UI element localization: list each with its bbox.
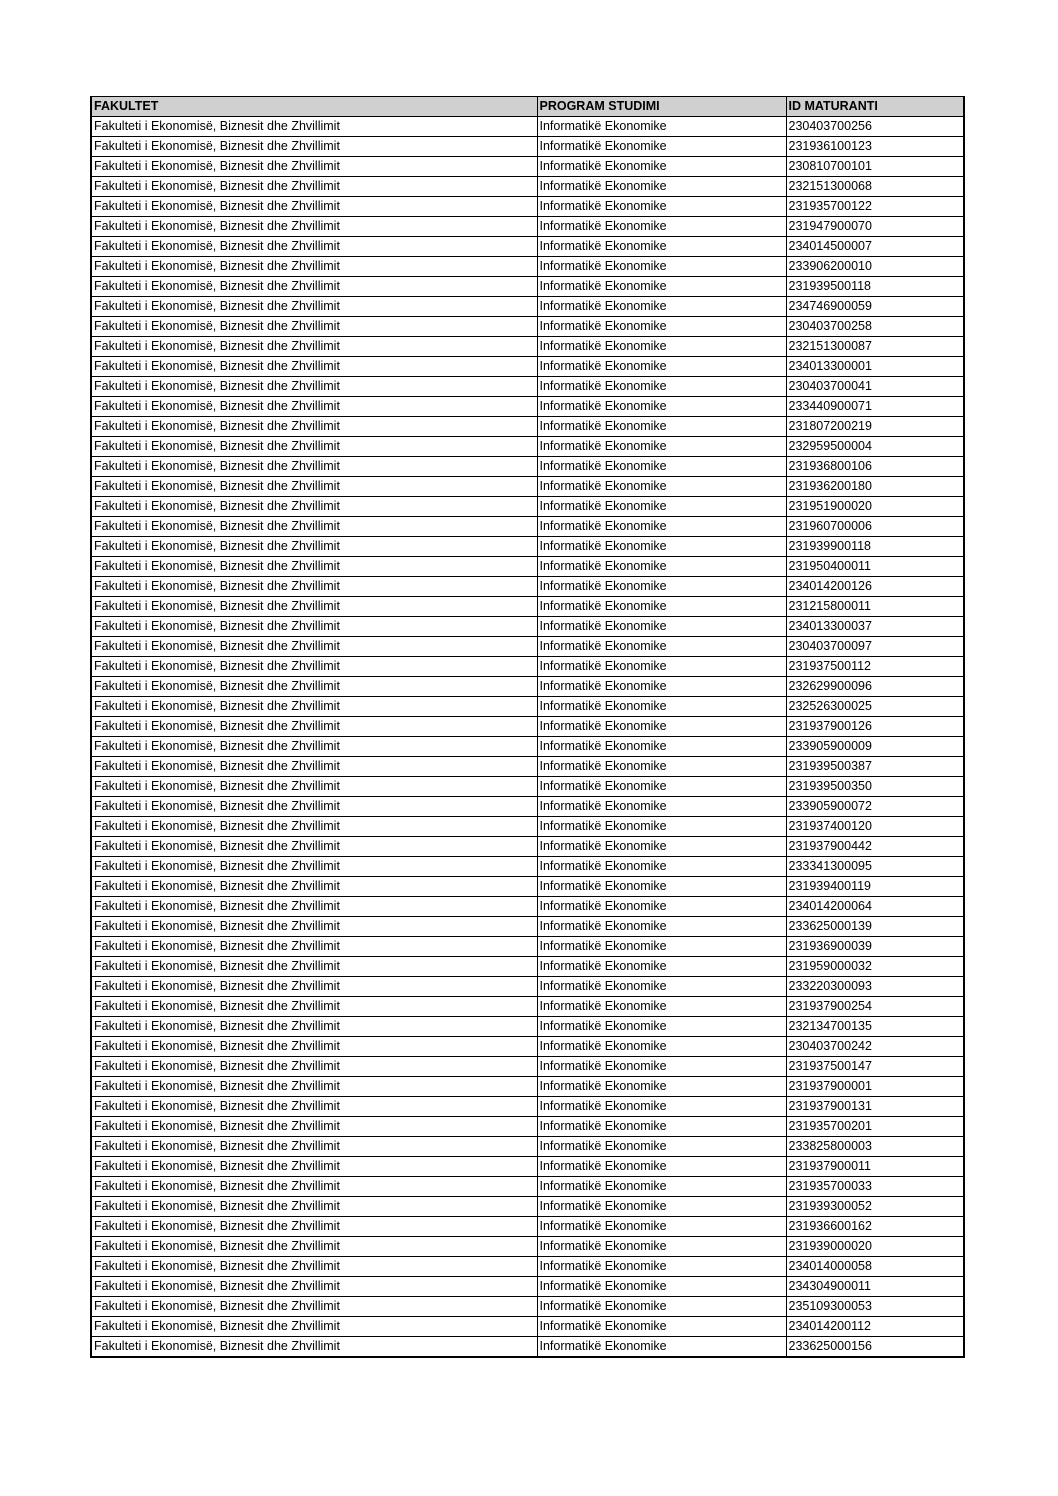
cell-fakultet: Fakulteti i Ekonomisë, Biznesit dhe Zhvillimit	[91, 577, 537, 597]
cell-id-maturanti: 233625000139	[786, 917, 964, 937]
cell-fakultet: Fakulteti i Ekonomisë, Biznesit dhe Zhvillimit	[91, 757, 537, 777]
cell-id-maturanti: 230403700097	[786, 637, 964, 657]
cell-id-maturanti: 233341300095	[786, 857, 964, 877]
cell-program: Informatikë Ekonomike	[537, 677, 786, 697]
cell-id-maturanti: 232134700135	[786, 1017, 964, 1037]
table-row	[91, 657, 964, 677]
cell-id-maturanti: 231939500387	[786, 757, 964, 777]
cell-id-maturanti: 231936100123	[786, 137, 964, 157]
cell-fakultet: Fakulteti i Ekonomisë, Biznesit dhe Zhvillimit	[91, 997, 537, 1017]
cell-fakultet: Fakulteti i Ekonomisë, Biznesit dhe Zhvillimit	[91, 1097, 537, 1117]
table-row	[91, 737, 964, 757]
cell-program: Informatikë Ekonomike	[537, 1217, 786, 1237]
cell-program: Informatikë Ekonomike	[537, 417, 786, 437]
cell-fakultet: Fakulteti i Ekonomisë, Biznesit dhe Zhvillimit	[91, 1337, 537, 1358]
table-row	[91, 177, 964, 197]
cell-id-maturanti: 232151300068	[786, 177, 964, 197]
table-row	[91, 397, 964, 417]
cell-id-maturanti: 231935700201	[786, 1117, 964, 1137]
cell-program: Informatikë Ekonomike	[537, 617, 786, 637]
cell-program: Informatikë Ekonomike	[537, 517, 786, 537]
table-row	[91, 817, 964, 837]
cell-program: Informatikë Ekonomike	[537, 917, 786, 937]
table-row	[91, 437, 964, 457]
table-row	[91, 977, 964, 997]
table-row	[91, 797, 964, 817]
cell-id-maturanti: 231947900070	[786, 217, 964, 237]
cell-fakultet: Fakulteti i Ekonomisë, Biznesit dhe Zhvillimit	[91, 177, 537, 197]
cell-id-maturanti: 234014200112	[786, 1317, 964, 1337]
cell-id-maturanti: 231939900118	[786, 537, 964, 557]
table-row	[91, 477, 964, 497]
cell-fakultet: Fakulteti i Ekonomisë, Biznesit dhe Zhvillimit	[91, 377, 537, 397]
cell-id-maturanti: 233825800003	[786, 1137, 964, 1157]
table-row	[91, 1177, 964, 1197]
cell-program: Informatikë Ekonomike	[537, 1057, 786, 1077]
cell-fakultet: Fakulteti i Ekonomisë, Biznesit dhe Zhvillimit	[91, 1257, 537, 1277]
cell-program: Informatikë Ekonomike	[537, 737, 786, 757]
cell-id-maturanti: 231215800011	[786, 597, 964, 617]
table-row	[91, 597, 964, 617]
cell-id-maturanti: 233220300093	[786, 977, 964, 997]
cell-program: Informatikë Ekonomike	[537, 1277, 786, 1297]
cell-program: Informatikë Ekonomike	[537, 377, 786, 397]
cell-id-maturanti: 231936200180	[786, 477, 964, 497]
cell-id-maturanti: 230403700258	[786, 317, 964, 337]
cell-fakultet: Fakulteti i Ekonomisë, Biznesit dhe Zhvillimit	[91, 1237, 537, 1257]
cell-id-maturanti: 231937900254	[786, 997, 964, 1017]
cell-program: Informatikë Ekonomike	[537, 317, 786, 337]
cell-program: Informatikë Ekonomike	[537, 597, 786, 617]
table-row	[91, 197, 964, 217]
cell-fakultet: Fakulteti i Ekonomisë, Biznesit dhe Zhvillimit	[91, 557, 537, 577]
table-row	[91, 157, 964, 177]
cell-fakultet: Fakulteti i Ekonomisë, Biznesit dhe Zhvillimit	[91, 637, 537, 657]
cell-program: Informatikë Ekonomike	[537, 1297, 786, 1317]
cell-fakultet: Fakulteti i Ekonomisë, Biznesit dhe Zhvillimit	[91, 977, 537, 997]
table-header	[91, 97, 964, 117]
cell-id-maturanti: 231937900442	[786, 837, 964, 857]
cell-program: Informatikë Ekonomike	[537, 1117, 786, 1137]
cell-fakultet: Fakulteti i Ekonomisë, Biznesit dhe Zhvillimit	[91, 597, 537, 617]
table-row	[91, 217, 964, 237]
table-row	[91, 1217, 964, 1237]
table-row	[91, 1037, 964, 1057]
table-row	[91, 1117, 964, 1137]
table-row	[91, 257, 964, 277]
cell-program: Informatikë Ekonomike	[537, 1257, 786, 1277]
cell-id-maturanti: 233906200010	[786, 257, 964, 277]
table-row	[91, 1337, 964, 1358]
cell-program: Informatikë Ekonomike	[537, 277, 786, 297]
cell-id-maturanti: 231936900039	[786, 937, 964, 957]
cell-fakultet: Fakulteti i Ekonomisë, Biznesit dhe Zhvillimit	[91, 1197, 537, 1217]
cell-program: Informatikë Ekonomike	[537, 157, 786, 177]
cell-id-maturanti: 231935700033	[786, 1177, 964, 1197]
table-row	[91, 917, 964, 937]
cell-program: Informatikë Ekonomike	[537, 117, 786, 137]
cell-fakultet: Fakulteti i Ekonomisë, Biznesit dhe Zhvillimit	[91, 957, 537, 977]
table-row	[91, 697, 964, 717]
table-row	[91, 377, 964, 397]
table-row	[91, 117, 964, 137]
cell-fakultet: Fakulteti i Ekonomisë, Biznesit dhe Zhvillimit	[91, 697, 537, 717]
cell-program: Informatikë Ekonomike	[537, 957, 786, 977]
cell-fakultet: Fakulteti i Ekonomisë, Biznesit dhe Zhvillimit	[91, 237, 537, 257]
cell-program: Informatikë Ekonomike	[537, 1137, 786, 1157]
cell-program: Informatikë Ekonomike	[537, 977, 786, 997]
cell-fakultet: Fakulteti i Ekonomisë, Biznesit dhe Zhvillimit	[91, 1277, 537, 1297]
cell-fakultet: Fakulteti i Ekonomisë, Biznesit dhe Zhvillimit	[91, 257, 537, 277]
cell-id-maturanti: 233905900072	[786, 797, 964, 817]
cell-program: Informatikë Ekonomike	[537, 1337, 786, 1358]
table-row	[91, 1257, 964, 1277]
cell-fakultet: Fakulteti i Ekonomisë, Biznesit dhe Zhvillimit	[91, 777, 537, 797]
table-row	[91, 1017, 964, 1037]
cell-id-maturanti: 235109300053	[786, 1297, 964, 1317]
cell-program: Informatikë Ekonomike	[537, 697, 786, 717]
table-body	[91, 117, 964, 1358]
cell-id-maturanti: 231936600162	[786, 1217, 964, 1237]
cell-fakultet: Fakulteti i Ekonomisë, Biznesit dhe Zhvillimit	[91, 677, 537, 697]
cell-program: Informatikë Ekonomike	[537, 1017, 786, 1037]
table-row	[91, 577, 964, 597]
cell-id-maturanti: 231937900131	[786, 1097, 964, 1117]
cell-program: Informatikë Ekonomike	[537, 937, 786, 957]
cell-id-maturanti: 233905900009	[786, 737, 964, 757]
table-row	[91, 537, 964, 557]
cell-id-maturanti: 234014200064	[786, 897, 964, 917]
cell-id-maturanti: 234014500007	[786, 237, 964, 257]
cell-program: Informatikë Ekonomike	[537, 577, 786, 597]
cell-fakultet: Fakulteti i Ekonomisë, Biznesit dhe Zhvillimit	[91, 457, 537, 477]
cell-program: Informatikë Ekonomike	[537, 797, 786, 817]
table-row	[91, 957, 964, 977]
cell-id-maturanti: 232629900096	[786, 677, 964, 697]
cell-id-maturanti: 230403700242	[786, 1037, 964, 1057]
cell-fakultet: Fakulteti i Ekonomisë, Biznesit dhe Zhvillimit	[91, 217, 537, 237]
table-row	[91, 1137, 964, 1157]
cell-id-maturanti: 234013300037	[786, 617, 964, 637]
cell-fakultet: Fakulteti i Ekonomisë, Biznesit dhe Zhvillimit	[91, 1177, 537, 1197]
cell-id-maturanti: 231960700006	[786, 517, 964, 537]
cell-fakultet: Fakulteti i Ekonomisë, Biznesit dhe Zhvillimit	[91, 1297, 537, 1317]
cell-id-maturanti: 231937900126	[786, 717, 964, 737]
cell-program: Informatikë Ekonomike	[537, 397, 786, 417]
cell-program: Informatikë Ekonomike	[537, 1077, 786, 1097]
table-row	[91, 1317, 964, 1337]
cell-id-maturanti: 232151300087	[786, 337, 964, 357]
cell-fakultet: Fakulteti i Ekonomisë, Biznesit dhe Zhvillimit	[91, 437, 537, 457]
cell-program: Informatikë Ekonomike	[537, 1177, 786, 1197]
cell-fakultet: Fakulteti i Ekonomisë, Biznesit dhe Zhvillimit	[91, 897, 537, 917]
cell-program: Informatikë Ekonomike	[537, 757, 786, 777]
cell-id-maturanti: 231937900001	[786, 1077, 964, 1097]
cell-program: Informatikë Ekonomike	[537, 457, 786, 477]
table-row	[91, 997, 964, 1017]
cell-fakultet: Fakulteti i Ekonomisë, Biznesit dhe Zhvillimit	[91, 1077, 537, 1097]
cell-id-maturanti: 231939300052	[786, 1197, 964, 1217]
cell-fakultet: Fakulteti i Ekonomisë, Biznesit dhe Zhvillimit	[91, 837, 537, 857]
cell-program: Informatikë Ekonomike	[537, 497, 786, 517]
cell-fakultet: Fakulteti i Ekonomisë, Biznesit dhe Zhvillimit	[91, 337, 537, 357]
cell-id-maturanti: 231939000020	[786, 1237, 964, 1257]
cell-id-maturanti: 231939500350	[786, 777, 964, 797]
table-row	[91, 897, 964, 917]
table-row	[91, 857, 964, 877]
cell-id-maturanti: 231936800106	[786, 457, 964, 477]
cell-id-maturanti: 231937400120	[786, 817, 964, 837]
table-row	[91, 757, 964, 777]
cell-id-maturanti: 234013300001	[786, 357, 964, 377]
cell-fakultet: Fakulteti i Ekonomisë, Biznesit dhe Zhvillimit	[91, 817, 537, 837]
table-row	[91, 237, 964, 257]
table-row	[91, 557, 964, 577]
table-row	[91, 457, 964, 477]
cell-fakultet: Fakulteti i Ekonomisë, Biznesit dhe Zhvillimit	[91, 937, 537, 957]
cell-id-maturanti: 231937500147	[786, 1057, 964, 1077]
table-row	[91, 637, 964, 657]
cell-program: Informatikë Ekonomike	[537, 357, 786, 377]
table-row	[91, 357, 964, 377]
cell-program: Informatikë Ekonomike	[537, 557, 786, 577]
cell-program: Informatikë Ekonomike	[537, 817, 786, 837]
cell-fakultet: Fakulteti i Ekonomisë, Biznesit dhe Zhvillimit	[91, 917, 537, 937]
cell-id-maturanti: 231937900011	[786, 1157, 964, 1177]
cell-id-maturanti: 233440900071	[786, 397, 964, 417]
cell-program: Informatikë Ekonomike	[537, 637, 786, 657]
cell-fakultet: Fakulteti i Ekonomisë, Biznesit dhe Zhvillimit	[91, 137, 537, 157]
cell-id-maturanti: 232959500004	[786, 437, 964, 457]
cell-fakultet: Fakulteti i Ekonomisë, Biznesit dhe Zhvillimit	[91, 1037, 537, 1057]
cell-program: Informatikë Ekonomike	[537, 177, 786, 197]
cell-id-maturanti: 230403700041	[786, 377, 964, 397]
cell-id-maturanti: 231939400119	[786, 877, 964, 897]
cell-program: Informatikë Ekonomike	[537, 1157, 786, 1177]
table-row	[91, 497, 964, 517]
table-row	[91, 417, 964, 437]
results-table	[90, 96, 965, 1358]
table-row	[91, 517, 964, 537]
table-row	[91, 1197, 964, 1217]
cell-id-maturanti: 234014200126	[786, 577, 964, 597]
cell-fakultet: Fakulteti i Ekonomisë, Biznesit dhe Zhvillimit	[91, 317, 537, 337]
cell-fakultet: Fakulteti i Ekonomisë, Biznesit dhe Zhvillimit	[91, 517, 537, 537]
table-row	[91, 1157, 964, 1177]
cell-program: Informatikë Ekonomike	[537, 877, 786, 897]
table-row	[91, 317, 964, 337]
cell-program: Informatikë Ekonomike	[537, 897, 786, 917]
cell-fakultet: Fakulteti i Ekonomisë, Biznesit dhe Zhvillimit	[91, 277, 537, 297]
table-row	[91, 777, 964, 797]
cell-program: Informatikë Ekonomike	[537, 717, 786, 737]
cell-id-maturanti: 234304900011	[786, 1277, 964, 1297]
cell-program: Informatikë Ekonomike	[537, 217, 786, 237]
cell-fakultet: Fakulteti i Ekonomisë, Biznesit dhe Zhvillimit	[91, 1017, 537, 1037]
table-row	[91, 297, 964, 317]
cell-fakultet: Fakulteti i Ekonomisë, Biznesit dhe Zhvillimit	[91, 117, 537, 137]
cell-fakultet: Fakulteti i Ekonomisë, Biznesit dhe Zhvillimit	[91, 717, 537, 737]
cell-fakultet: Fakulteti i Ekonomisë, Biznesit dhe Zhvillimit	[91, 1157, 537, 1177]
cell-program: Informatikë Ekonomike	[537, 257, 786, 277]
table-row	[91, 837, 964, 857]
cell-program: Informatikë Ekonomike	[537, 1097, 786, 1117]
table-row	[91, 617, 964, 637]
cell-program: Informatikë Ekonomike	[537, 1317, 786, 1337]
cell-program: Informatikë Ekonomike	[537, 237, 786, 257]
cell-id-maturanti: 234746900059	[786, 297, 964, 317]
table-row	[91, 337, 964, 357]
cell-fakultet: Fakulteti i Ekonomisë, Biznesit dhe Zhvillimit	[91, 1117, 537, 1137]
cell-program: Informatikë Ekonomike	[537, 297, 786, 317]
header-program-studimi: PROGRAM STUDIMI	[537, 97, 786, 117]
table-row	[91, 277, 964, 297]
cell-fakultet: Fakulteti i Ekonomisë, Biznesit dhe Zhvillimit	[91, 1317, 537, 1337]
cell-program: Informatikë Ekonomike	[537, 537, 786, 557]
cell-fakultet: Fakulteti i Ekonomisë, Biznesit dhe Zhvillimit	[91, 1057, 537, 1077]
cell-id-maturanti: 231937500112	[786, 657, 964, 677]
table-row	[91, 1237, 964, 1257]
table-row	[91, 1277, 964, 1297]
cell-fakultet: Fakulteti i Ekonomisë, Biznesit dhe Zhvillimit	[91, 537, 537, 557]
cell-id-maturanti: 231807200219	[786, 417, 964, 437]
cell-program: Informatikë Ekonomike	[537, 1197, 786, 1217]
cell-id-maturanti: 230810700101	[786, 157, 964, 177]
cell-fakultet: Fakulteti i Ekonomisë, Biznesit dhe Zhvillimit	[91, 1217, 537, 1237]
cell-id-maturanti: 230403700256	[786, 117, 964, 137]
cell-program: Informatikë Ekonomike	[537, 137, 786, 157]
table-row	[91, 677, 964, 697]
header-id-maturanti: ID MATURANTI	[786, 97, 964, 117]
cell-fakultet: Fakulteti i Ekonomisë, Biznesit dhe Zhvillimit	[91, 1137, 537, 1157]
table-row	[91, 1297, 964, 1317]
cell-fakultet: Fakulteti i Ekonomisë, Biznesit dhe Zhvillimit	[91, 797, 537, 817]
cell-id-maturanti: 231950400011	[786, 557, 964, 577]
cell-fakultet: Fakulteti i Ekonomisë, Biznesit dhe Zhvillimit	[91, 417, 537, 437]
cell-id-maturanti: 231935700122	[786, 197, 964, 217]
cell-id-maturanti: 231959000032	[786, 957, 964, 977]
cell-program: Informatikë Ekonomike	[537, 777, 786, 797]
cell-id-maturanti: 231939500118	[786, 277, 964, 297]
cell-fakultet: Fakulteti i Ekonomisë, Biznesit dhe Zhvillimit	[91, 497, 537, 517]
cell-fakultet: Fakulteti i Ekonomisë, Biznesit dhe Zhvillimit	[91, 357, 537, 377]
cell-id-maturanti: 231951900020	[786, 497, 964, 517]
header-row	[91, 97, 964, 117]
cell-fakultet: Fakulteti i Ekonomisë, Biznesit dhe Zhvillimit	[91, 197, 537, 217]
cell-fakultet: Fakulteti i Ekonomisë, Biznesit dhe Zhvillimit	[91, 477, 537, 497]
cell-program: Informatikë Ekonomike	[537, 857, 786, 877]
cell-fakultet: Fakulteti i Ekonomisë, Biznesit dhe Zhvillimit	[91, 617, 537, 637]
cell-program: Informatikë Ekonomike	[537, 197, 786, 217]
cell-program: Informatikë Ekonomike	[537, 1037, 786, 1057]
cell-id-maturanti: 234014000058	[786, 1257, 964, 1277]
table-row	[91, 137, 964, 157]
cell-program: Informatikë Ekonomike	[537, 477, 786, 497]
cell-program: Informatikë Ekonomike	[537, 837, 786, 857]
table-row	[91, 877, 964, 897]
cell-id-maturanti: 232526300025	[786, 697, 964, 717]
cell-fakultet: Fakulteti i Ekonomisë, Biznesit dhe Zhvillimit	[91, 877, 537, 897]
table-row	[91, 937, 964, 957]
cell-program: Informatikë Ekonomike	[537, 1237, 786, 1257]
cell-program: Informatikë Ekonomike	[537, 997, 786, 1017]
table-row	[91, 1057, 964, 1077]
cell-program: Informatikë Ekonomike	[537, 657, 786, 677]
cell-fakultet: Fakulteti i Ekonomisë, Biznesit dhe Zhvillimit	[91, 857, 537, 877]
cell-fakultet: Fakulteti i Ekonomisë, Biznesit dhe Zhvillimit	[91, 397, 537, 417]
cell-fakultet: Fakulteti i Ekonomisë, Biznesit dhe Zhvillimit	[91, 657, 537, 677]
cell-program: Informatikë Ekonomike	[537, 337, 786, 357]
cell-program: Informatikë Ekonomike	[537, 437, 786, 457]
cell-fakultet: Fakulteti i Ekonomisë, Biznesit dhe Zhvillimit	[91, 737, 537, 757]
cell-fakultet: Fakulteti i Ekonomisë, Biznesit dhe Zhvillimit	[91, 297, 537, 317]
header-fakultet: FAKULTET	[91, 97, 537, 117]
cell-fakultet: Fakulteti i Ekonomisë, Biznesit dhe Zhvillimit	[91, 157, 537, 177]
table-row	[91, 1097, 964, 1117]
cell-id-maturanti: 233625000156	[786, 1337, 964, 1358]
table-row	[91, 717, 964, 737]
table-row	[91, 1077, 964, 1097]
